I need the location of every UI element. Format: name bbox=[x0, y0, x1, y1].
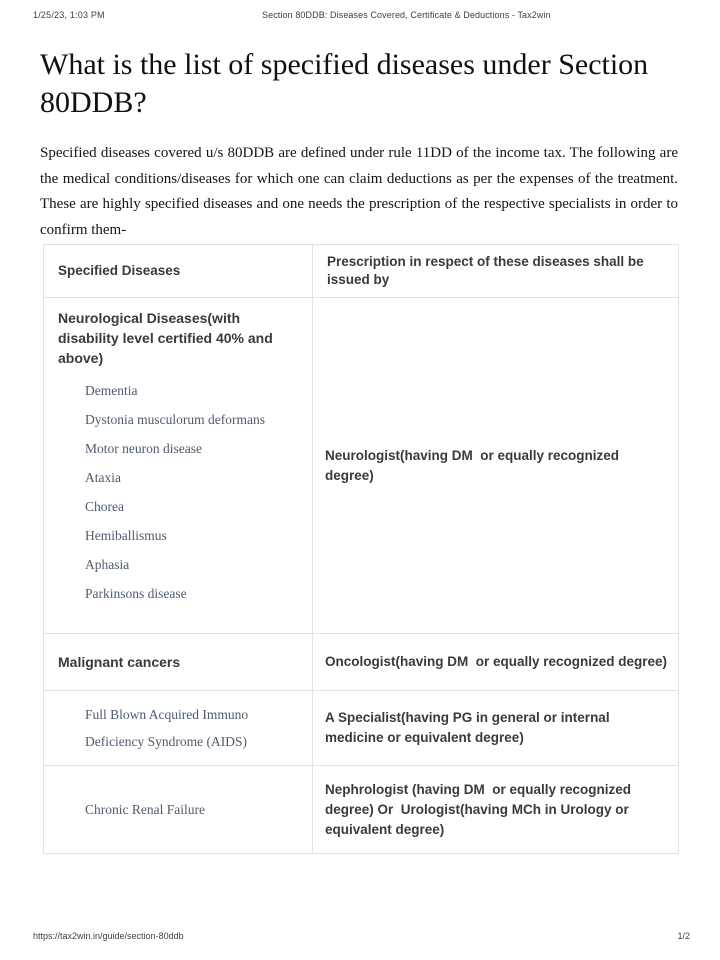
print-document-title: Section 80DDB: Diseases Covered, Certificate & Deductions - Tax2win bbox=[262, 10, 551, 20]
table-row-malignant-cancers bbox=[44, 634, 679, 691]
list-item-motor-neuron: Motor neuron disease bbox=[85, 441, 202, 456]
print-datetime: 1/25/23, 1:03 PM bbox=[33, 10, 105, 20]
cell-oncologist bbox=[313, 634, 679, 691]
list-item-aphasia: Aphasia bbox=[85, 557, 130, 572]
table-row-aids bbox=[44, 691, 679, 766]
list-item-chorea: Chorea bbox=[85, 499, 124, 514]
print-page-indicator: 1/2 bbox=[677, 931, 690, 941]
cell-neurologist bbox=[313, 298, 679, 634]
column-header-prescription: Prescription in respect of these diseases shall be issued by bbox=[313, 245, 679, 298]
prescriber-text: Nephrologist (having DM or equally recognized degree) Or Urologist(having MCh in Urology or equivalent degree) bbox=[325, 781, 635, 837]
disease-group-heading: Malignant cancers bbox=[58, 653, 181, 670]
print-footer-url: https://tax2win.in/guide/section-80ddb bbox=[33, 931, 184, 941]
disease-name: Chronic Renal Failure bbox=[85, 802, 205, 817]
column-header-specified-diseases: Specified Diseases bbox=[44, 245, 313, 298]
table-row-chronic-renal-failure bbox=[44, 766, 679, 854]
disease-name: Full Blown Acquired Immuno Deficiency Syndrome (AIDS) bbox=[85, 707, 249, 749]
list-item-dystonia: Dystonia musculorum deformans bbox=[85, 412, 265, 427]
list-item-ataxia: Ataxia bbox=[85, 470, 121, 485]
print-header bbox=[0, 10, 720, 24]
table-row-neurological bbox=[44, 298, 679, 634]
prescriber-text: Oncologist(having DM or equally recognized degree) bbox=[325, 654, 668, 669]
prescriber-text: A Specialist(having PG in general or internal medicine or equivalent degree) bbox=[325, 710, 614, 745]
list-item-hemiballismus: Hemiballismus bbox=[85, 528, 167, 543]
list-item-dementia: Dementia bbox=[85, 383, 138, 398]
cell-neurological-diseases bbox=[44, 298, 313, 634]
diseases-table bbox=[43, 244, 679, 854]
cell-malignant-cancers bbox=[44, 634, 313, 691]
table-header-row bbox=[44, 245, 679, 298]
print-footer bbox=[33, 931, 690, 941]
page-title: What is the list of specified diseases under Section 80DDB? bbox=[40, 48, 649, 119]
intro-paragraph: Specified diseases covered u/s 80DDB are defined under rule 11DD of the income tax. The following are the medical conditions/diseases for which one can claim deductions as per the expenses of the treatment. These are highly specified diseases and one needs the prescription of the respective specialists in order to confirm them- bbox=[40, 145, 678, 238]
cell-aids bbox=[44, 691, 313, 766]
disease-group-heading: Neurological Diseases(with disability level certified 40% and above) bbox=[58, 310, 273, 366]
cell-specialist bbox=[313, 691, 679, 766]
cell-chronic-renal-failure bbox=[44, 766, 313, 854]
cell-nephrologist-urologist bbox=[313, 766, 679, 854]
prescriber-text: Neurologist(having DM or equally recognized degree) bbox=[325, 447, 623, 483]
neurological-disease-list bbox=[58, 379, 304, 606]
list-item-parkinsons: Parkinsons disease bbox=[85, 586, 187, 601]
